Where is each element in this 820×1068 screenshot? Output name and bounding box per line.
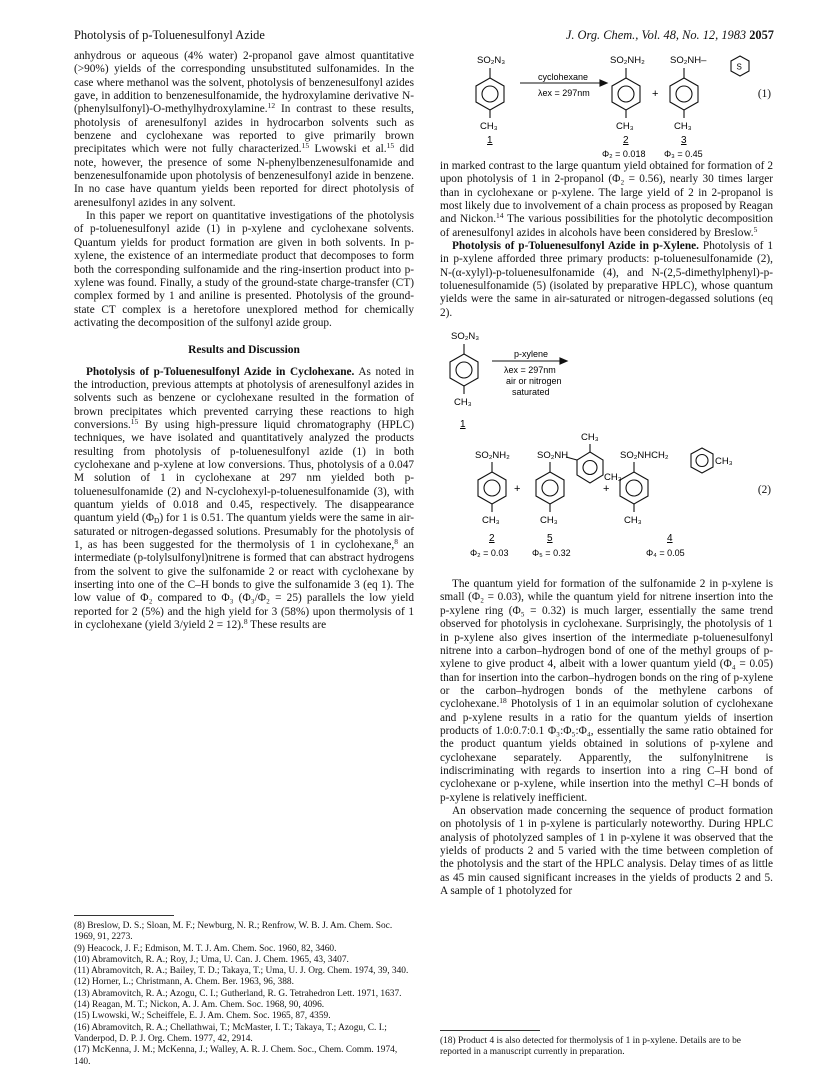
aromatic-circle <box>484 480 500 496</box>
reactant-group-label: SO₂N₃ <box>477 55 506 66</box>
compound-label-3: 3 <box>681 135 687 146</box>
journal-volume: Vol. 48, No. 12, 1983 <box>641 28 747 42</box>
condition-label-3: saturated <box>512 387 550 398</box>
reagent-label: cyclohexane <box>538 72 589 82</box>
equation-number: (1) <box>757 88 771 100</box>
compound-label-2: 2 <box>489 533 495 545</box>
reference-marker: 5 <box>753 224 758 234</box>
text-run: in marked contrast to the large quantum yield obtained for formation of 2 upon photolysis of 1 in 2-propanol (Φ₂ = 0.56), nearly 30 times larger than in cyclohexane or p-xylene. The large yield of 2 in 2-propanol is most likely due to involvement of a chain process as proposed by Reagan and Nickon. <box>440 160 773 226</box>
cyclohexyl-s-label: S <box>736 62 742 72</box>
footnotes <box>74 915 414 1068</box>
reference-marker: 15 <box>130 416 139 426</box>
scheme-2-drawing <box>440 324 773 572</box>
footnote: (12) Horner, L.; Christmann, A. Chem. Ber. 1963, 96, 388. <box>74 977 294 988</box>
footnote: (8) Breslow, D. S.; Sloan, M. F.; Newburg, N. R.; Renfrow, W. B. J. Am. Chem. Soc. 1969, 91, 2273. <box>74 921 393 943</box>
benzene-ring-reactant <box>476 78 504 110</box>
footnote: (16) Abramovitch, R. A.; Chellathwai, T.; McMaster, I. T.; Takaya, T.; Azogu, C. I.; Vanderpod, D. P. J. Org. Chem. 1977, 42, 2914. <box>74 1022 387 1044</box>
methyl-label: CH₃ <box>454 397 472 409</box>
methyl-label: CH₃ <box>480 121 498 132</box>
methyl-label: CH₃ <box>604 472 622 484</box>
text-run: Lwowski et al. <box>309 143 387 156</box>
text-run: As noted in the introduction, previous attempts at photolysis of arenesulfonyl azides in solvents such as benzene or cyclohexane resulted in the formation of brown precipitates which prevented carrying these reactions to high conversions. <box>74 365 414 431</box>
benzyl-ring <box>691 448 713 473</box>
methyl-label: CH₃ <box>482 515 500 527</box>
reactant-group-label: SO₂N₃ <box>451 331 480 343</box>
footnote: (18) Product 4 is also detected for thermolysis of 1 in p-xylene. Details are to be reported in a manuscript currently in preparation. <box>440 1036 741 1058</box>
plus-sign: + <box>652 88 659 100</box>
text-run: did note, however, the presence of some N-phenylbenzenesulfonamide and benzenesulfonamide upon photolysis of benzenesulfonyl azide in benzene. In no case have quantum yields been reported for direct photolysis of arenesulfonyl azides in any solvent. <box>74 143 414 209</box>
product-2-group-label: SO₂NH₂ <box>475 450 510 462</box>
quantum-yield-2: Φ₂ = 0.018 <box>602 149 646 159</box>
footnote: (14) Reagan, M. T.; Nickon, A. J. Am. Chem. Soc. 1968, 90, 4096. <box>74 1000 325 1011</box>
product-2-group-label: SO₂NH₂ <box>610 55 645 66</box>
text-run: Photolysis of 1 in p-xylene afforded three primary products: p-toluenesulfonamide (2), N-(α-xylyl)-p-toluenesulfonamide (4), and N-(2,5-dimethylphenyl)-p-toluenesulfonamide (5) (isolated by preparative HPLC), whose quantum yields were the same in air-saturated or nitrogen-degassed solutions (eq 2). <box>440 240 773 319</box>
left-column <box>74 50 414 835</box>
methyl-label: CH₃ <box>616 121 634 132</box>
text-run: an intermediate (p-tolylsulfonyl)nitrene is formed that can abstract hydrogens from the solvent to give the sulfonamide 2 or react with cyclohexane by inserting into one of the C–H bonds to give the sulfonamide 3 (eq 1). The low value of Φ₂ compared to Φ₃ (Φ₃/Φ₂ = 25) parallels the low yield reported for 2 (5%) and the high yield for 3 (58%) upon thermolysis of 1 in cyclohexane (yield 3/yield 2 = 12). <box>74 539 414 632</box>
text-run: In contrast to these results, photolysis of arenesulfonyl azides in hydrocarbon solvents such as benzene and cyclohexane was reported to give primarily brown precipitates which were not fully characterized. <box>74 103 414 156</box>
benzene-ring-product-4 <box>620 472 648 504</box>
footnote: (17) McKenna, J. M.; McKenna, J.; Walley, A. R. J. Chem. Soc., Chem. Comm. 1974, 140. <box>74 1045 398 1067</box>
running-head <box>74 28 774 44</box>
product-3-group-label: SO₂NH– <box>670 55 707 66</box>
paragraph <box>74 50 414 210</box>
text-run: By using high-pressure liquid chromatography (HPLC) techniques, we have isolated and quantitatively analyzed the products resulting from photolysis of p-toluenesulfonyl azide (1) in both cyclohexane and p-xylene at low conversions. Thus, photolysis of a 0.047 M solution of 1 in cyclohexane at 297 nm yielded both p-toluenesulfonamide (2) and N-cyclohexyl-p-toluenesulfonamide (3), with quantum yields of 0.018 and 0.45, respectively. The disappearance quantum yield (Φ <box>74 418 414 525</box>
quantum-yield-3: Φ₃ = 0.45 <box>664 149 703 159</box>
reference-marker: 15 <box>301 141 310 151</box>
journal-name: J. Org. Chem., <box>565 28 639 42</box>
footnote-rule <box>74 915 174 916</box>
reaction-scheme-1 <box>440 50 773 160</box>
arrow-head <box>560 358 567 364</box>
plus-sign: + <box>603 483 610 496</box>
paragraph <box>440 578 773 805</box>
methyl-label: CH₃ <box>715 456 733 468</box>
running-head-journal <box>566 28 774 43</box>
text-run: The quantum yield for formation of the sulfonamide 2 in p-xylene is small (Φ₂ = 0.03), while the quantum yield for nitrene insertion into the p-xylene ring (Φ₅ = 0.32) is much larger, essentially the same trend observed for photolysis in cyclohexane. Surprisingly, the photolysis of 1 in p-xylene also gives insertion of the intermediate p-toluenesulfonyl nitrene into a carbon–hydrogen bond of one of the methyl groups of p-xylene to give product 4, albeit with a lower quantum yield (Φ₄ = 0.05) than for insertion into the carbon–hydrogen bonds on the ring of p-xylene or the carbon–hydrogen bonds of the methylene carbons of cyclohexane. <box>440 578 773 711</box>
compound-label-4: 4 <box>667 533 673 545</box>
equation-number: (2) <box>757 484 771 497</box>
paragraph <box>440 240 773 320</box>
footnote-right <box>440 1030 773 1059</box>
arrow-head <box>600 80 607 86</box>
quantum-yield-4: Φ₄ = 0.05 <box>646 548 685 559</box>
quantum-yield-5: Φ₅ = 0.32 <box>532 548 571 559</box>
footnote-rule <box>440 1030 540 1031</box>
compound-label-5: 5 <box>547 533 553 545</box>
scheme-1-drawing <box>440 50 773 160</box>
reference-marker: 15 <box>386 141 395 151</box>
paragraph-heading: Photolysis of p-Toluenesulfonyl Azide in p-Xylene. <box>452 240 699 253</box>
aromatic-circle <box>456 362 472 378</box>
benzene-ring-product-2 <box>478 472 506 504</box>
reference-marker: 8 <box>243 617 248 627</box>
aromatic-circle <box>618 86 634 102</box>
footnote: (13) Abramovitch, R. A.; Azogu, C. I.; Gutherland, R. G. Tetrahedron Lett. 1971, 1637. <box>74 988 402 999</box>
product-5-group-label: SO₂NH <box>537 450 569 462</box>
aromatic-circle <box>676 86 692 102</box>
paragraph: In this paper we report on quantitative investigations of the photolysis of p-toluenesulfonyl azide (1) in p-xylene and cyclohexane solvents. Quantum yields for product formation are given in both solvents. In p-xylene, the existence of an intermediate product that decomposes to form both the corresponding sulfonamide and the ring-insertion product into p-xylene was found. Finally, a study of the ground-state charge-transfer (CT) complex formed by 1 and aniline is presented. Photolysis of the ground-state CT complex is a heretofore unexplored method for chemically activating the decomposition of the sulfonyl azide group. <box>74 210 414 329</box>
page-number: 2057 <box>749 28 774 42</box>
benzene-ring-reactant <box>450 354 478 386</box>
footnote: (15) Lwowski, W.; Scheiffele, E. J. Am. Chem. Soc. 1965, 87, 4359. <box>74 1011 331 1022</box>
xylyl-ring <box>577 452 603 483</box>
subscript: D <box>153 516 160 526</box>
reagent-label: p-xylene <box>514 349 549 360</box>
footnote: (10) Abramovitch, R. A.; Roy, J.; Uma, U. Can. J. Chem. 1965, 43, 3407. <box>74 954 349 965</box>
aromatic-circle <box>542 480 558 496</box>
methyl-label: CH₃ <box>581 432 599 444</box>
quantum-yield-2: Φ₂ = 0.03 <box>470 548 509 559</box>
compound-label-2: 2 <box>623 135 629 146</box>
reaction-scheme-2 <box>440 324 773 572</box>
paragraph: An observation made concerning the sequence of product formation on photolysis of 1 in p-xylene is particularly noteworthy. During HPLC analysis of photolyzed samples of 1 in p-xylene it was observed that the yields of products 2 and 5 varied with the time between completion of the photolysis and the start of the HPLC analysis. Delay times of as little as 45 min caused significant increases in the yields of products 2 and 5. A sample of 1 photolyzed for <box>440 804 773 898</box>
paragraph-heading: Photolysis of p-Toluenesulfonyl Azide in Cyclohexane. <box>86 365 355 378</box>
paragraph <box>440 160 773 240</box>
benzene-ring-product-2 <box>612 78 640 110</box>
section-heading: Results and Discussion <box>188 344 300 357</box>
reference-marker: 18 <box>499 696 507 706</box>
methyl-label: CH₃ <box>674 121 692 132</box>
left-column-body <box>74 50 414 835</box>
footnote: (11) Abramovitch, R. A.; Bailey, T. D.; Takaya, T.; Uma, U. J. Org. Chem. 1974, 39, 340. <box>74 966 409 977</box>
text-run: anhydrous or aqueous (4% water) 2-propanol gave almost quantitative (>90%) yields of the corresponding unsubstituted sulfonamides. In the case where methanol was the solvent, photolysis of benzenesulfonyl azides gave, in addition to benzenesulfonamide, the hydroxylamine derivative N-(phenylsulfonyl)-O-methylhydroxylamine. <box>74 50 414 116</box>
condition-label: λex = 297nm <box>538 88 590 98</box>
aromatic-circle <box>482 86 498 102</box>
condition-label: λex = 297nm <box>504 365 556 376</box>
aromatic-circle <box>626 480 642 496</box>
text-run: The various possibilities for the photolytic decomposition of arenesulfonyl azides in alcohols have been considered by Breslow. <box>440 213 773 239</box>
compound-label-1: 1 <box>460 419 466 431</box>
benzene-ring-product-3 <box>670 78 698 110</box>
product-4-group-label: SO₂NHCH₂ <box>620 450 669 462</box>
paragraph <box>74 366 414 633</box>
footnote: (9) Heacock, J. F.; Edmison, M. T. J. Am. Chem. Soc. 1960, 82, 3460. <box>74 943 337 954</box>
text-run: These results are <box>247 619 327 632</box>
condition-label-2: air or nitrogen <box>506 376 562 387</box>
benzene-ring-product-5 <box>536 472 564 504</box>
methyl-label: CH₃ <box>624 515 642 527</box>
reference-marker: 12 <box>267 101 276 111</box>
running-head-title: Photolysis of p-Toluenesulfonyl Azide <box>74 28 265 42</box>
reference-marker: 8 <box>394 537 398 547</box>
text-run: Photolysis of 1 in an equimolar solution of cyclohexane and p-xylene results in a ratio for the quantum yields of insertion products of 1.0:0.7:0.1 Φ₃:Φ₅:Φ₄, essentially the same ratio obtained for the product quantum yields obtained in solutions of p-xylene and cyclohexane separately. Apparently, the sulfonylnitrene is indiscriminating with regards to insertion into a ring C–H bond of cyclohexane or p-xylene, while insertion into the methyl C–H bonds of p-xylene is relatively inefficient. <box>440 698 773 804</box>
aromatic-circle <box>696 455 708 467</box>
aromatic-circle <box>583 461 597 475</box>
compound-label-1: 1 <box>487 135 493 146</box>
reference-marker: 14 <box>496 211 504 221</box>
methyl-label: CH₃ <box>540 515 558 527</box>
plus-sign: + <box>514 483 521 496</box>
right-column <box>440 50 773 898</box>
text-run: ) for 1 is 0.51. The quantum yields were the same in air-saturated or nitrogen-degassed solutions. Presumably for the photolysis of 1, as has been suggested for the thermolysis of 1 in cyclohexane, <box>74 512 414 552</box>
